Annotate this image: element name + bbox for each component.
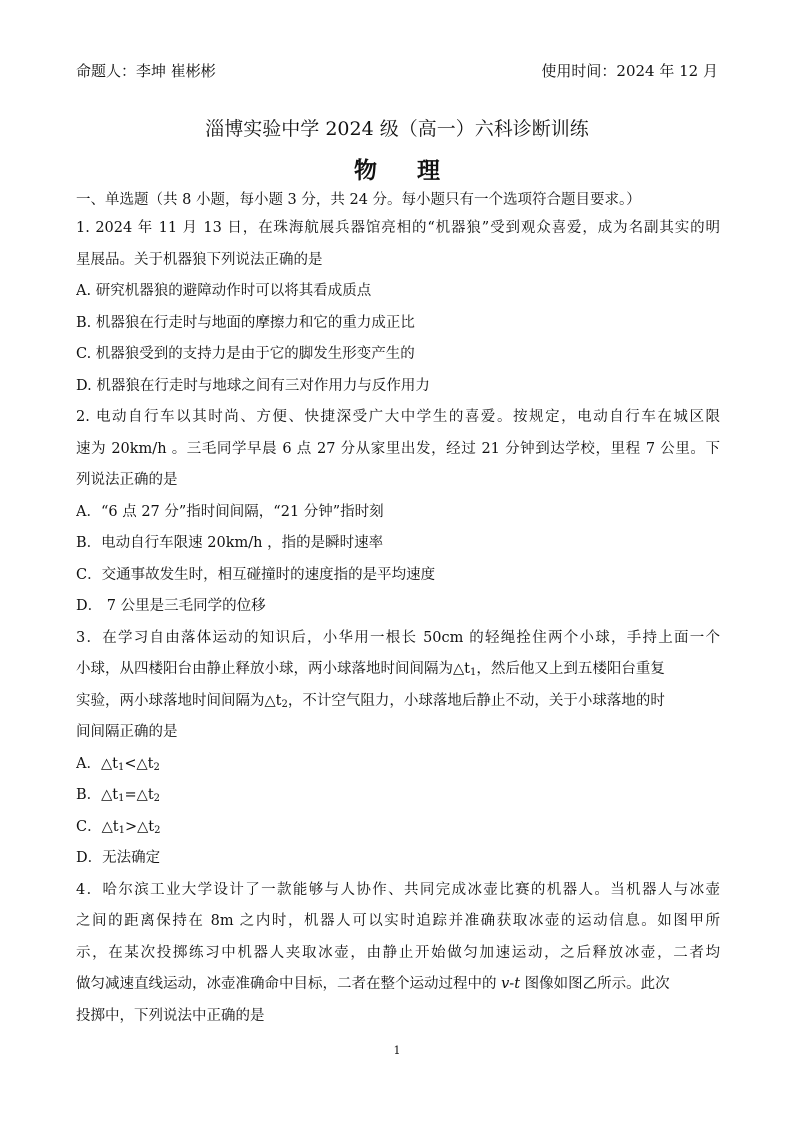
q1-option-d: D. 机器狼在行走时与地球之间有三对作用力与反作用力 — [76, 377, 430, 394]
q3-option-a: A．$\triangle t_1<\triangle t_2$ — [76, 755, 160, 773]
q1-stem-line: 星展品。关于机器狼下列说法正确的是 — [76, 251, 323, 268]
q3-option-d: D．无法确定 — [76, 850, 161, 866]
author-line: 命题人：李坤 崔彬彬 — [76, 62, 216, 80]
q3-stem-line: 3．在学习自由落体运动的知识后，小华用一根长 50cm 的轻绳拴住两个小球，手持上面一个 — [76, 629, 720, 646]
q4-stem-line: 投掷中，下列说法中正确的是 — [76, 1007, 265, 1024]
q2-option-b: B．电动自行车限速 20km/h ，指的是瞬时速率 — [76, 535, 384, 551]
q3-stem-line: 实验，两小球落地时间间隔为$\triangle t_2$，不计空气阻力，小球落地后静止不动，关于小球落地的时 — [76, 692, 665, 710]
q1-option-b: B. 机器狼在行走时与地面的摩擦力和它的重力成正比 — [76, 314, 415, 331]
q2-stem-line: 速为 20km/h 。三毛同学早晨 6 点 27 分从家里出发，经过 21 分钟到达学校，里程 7 公里。下 — [76, 440, 720, 457]
q2-option-c: C．交通事故发生时，相互碰撞时的速度指的是平均速度 — [76, 566, 436, 583]
question-content — [76, 188, 720, 1032]
q4-stem-line: 之间的距离保持在 8m 之内时，机器人可以实时追踪并准确获取冰壶的运动信息。如图甲所 — [76, 913, 720, 929]
subject-title: 物理 — [354, 157, 480, 184]
section-heading: 一、单选题（共 8 小题，每小题 3 分，共 24 分。每小题只有一个选项符合题目要求。） — [76, 192, 641, 208]
q4-stem-line: 4．哈尔滨工业大学设计了一款能够与人协作、共同完成冰壶比赛的机器人。当机器人与冰壶 — [76, 881, 720, 898]
q1-stem-line: 1. 2024 年 11 月 13 日，在珠海航展兵器馆亮相的“机器狼”受到观众喜爱，成为名副其实的明 — [76, 220, 720, 236]
q2-option-d: D． 7 公里是三毛同学的位移 — [76, 598, 266, 614]
q4-stem-line: 做匀减速直线运动，冰壶准确命中目标，二者在整个运动过程中的 v-t 图像如图乙所示。此次 — [76, 976, 670, 992]
date-line: 使用时间：2024 年 12 月 — [541, 62, 718, 80]
q2-option-a: A．“6 点 27 分”指时间间隔，“21 分钟”指时刻 — [76, 503, 384, 520]
q4-stem-line: 示，在某次投掷练习中机器人夹取冰壶，由静止开始做匀加速运动，之后释放冰壶，二者均 — [76, 944, 720, 961]
page-number: 1 — [393, 1044, 401, 1057]
q3-option-b: B．$\triangle t_1=\triangle t_2$ — [76, 787, 161, 804]
q3-stem-line: 间间隔正确的是 — [76, 724, 178, 740]
q1-option-c: C. 机器狼受到的支持力是由于它的脚发生形变产生的 — [76, 346, 415, 362]
q3-option-c: C．$\triangle t_1>\triangle t_2$ — [76, 818, 161, 836]
page-header — [76, 60, 718, 82]
exam-title: 淄博实验中学 2024 级（高一）六科诊断训练 — [205, 118, 589, 140]
q2-stem-line: 2. 电动自行车以其时尚、方便、快捷深受广大中学生的喜爱。按规定，电动自行车在城区限 — [76, 409, 720, 425]
q1-option-a: A. 研究机器狼的避障动作时可以将其看成质点 — [76, 283, 372, 299]
q3-stem-line: 小球，从四楼阳台由静止释放小球，两小球落地时间间隔为$\triangle t_1$，然后他又上到五楼阳台重复 — [76, 661, 665, 678]
q2-stem-line: 列说法正确的是 — [76, 472, 178, 488]
